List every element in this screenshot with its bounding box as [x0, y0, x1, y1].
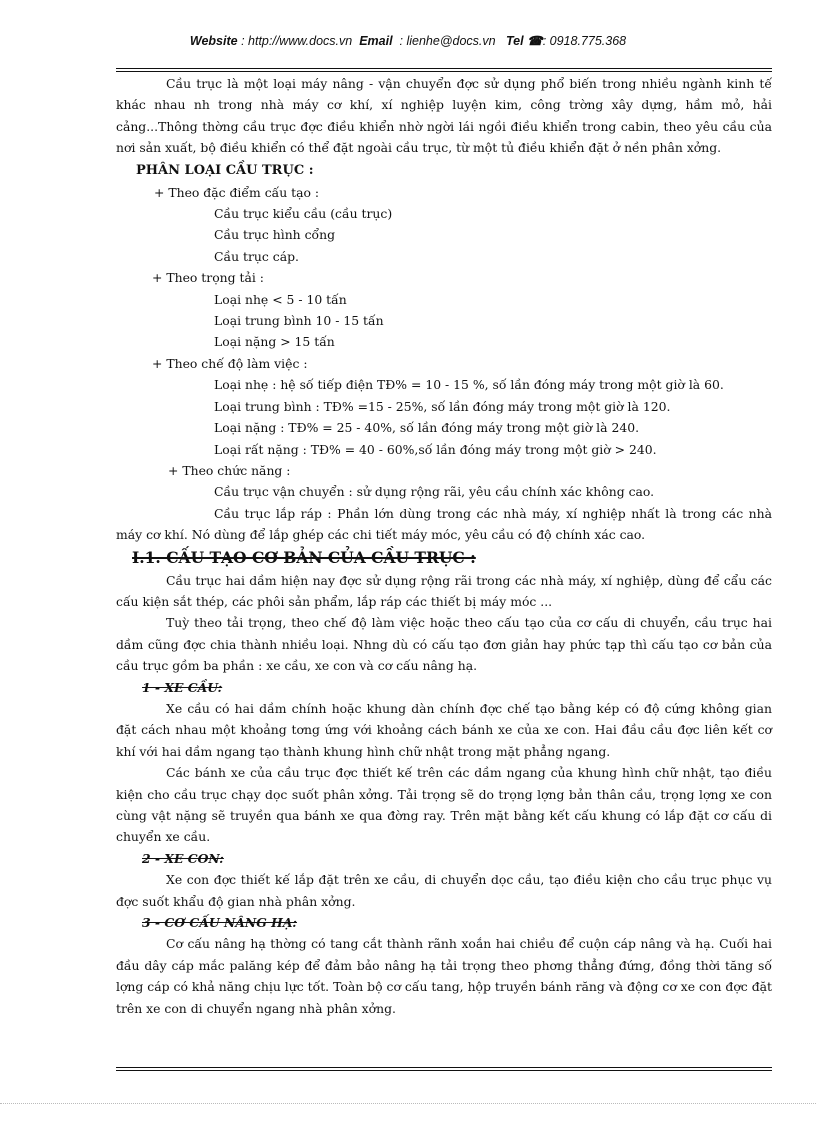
phone-icon: ☎	[527, 34, 543, 48]
group-item: Cầu trục hình cổng	[214, 227, 336, 243]
section-paragraph: Cầu trục hai dầm hiện nay đợc sử dụng rộng rãi trong các nhà máy, xí nghiệp, dùng để cẩu các cấu kiện sắt thép, các phôi sản phẩm, lắp ráp các thiết bị máy móc ...	[116, 572, 772, 609]
tel-number: : 0918.775.368	[542, 34, 627, 48]
email-label: Email	[359, 34, 393, 48]
footer-rule-top	[116, 1067, 772, 1068]
group-item: Cầu trục kiểu cầu (cầu trục)	[214, 206, 393, 222]
group-heading: + Theo đặc điểm cấu tạo :	[154, 184, 320, 200]
group-item: Loại nhẹ < 5 - 10 tấn	[214, 291, 347, 307]
group-item: Loại trung bình : TĐ% =15 - 25%, số lần đóng máy trong một giờ là 120.	[214, 398, 671, 414]
page-header	[0, 33, 816, 48]
group-item: Loại trung bình 10 - 15 tấn	[214, 313, 384, 329]
classification-title: PHÂN LOẠI CẦU TRỤC :	[136, 162, 314, 178]
website-label: Website	[189, 34, 238, 48]
subsection-title-co-cau-nang-ha: 3 - CƠ CẤU NÂNG HẠ:	[142, 915, 298, 931]
group-heading: + Theo trọng tải :	[152, 270, 264, 286]
group-item: Loại nặng > 15 tấn	[214, 334, 335, 350]
footer-rule-bottom	[116, 1070, 772, 1071]
group-item: Cầu trục lắp ráp : Phần lớn dùng trong các nhà máy, xí nghiệp nhất là trong các nhà máy cơ khí. Nó dùng để lắp ghép các chi tiết máy móc, yêu cầu có độ chính xác cao.	[116, 505, 772, 543]
page-edge-dots	[0, 1103, 816, 1104]
subsection-paragraph: Xe cầu có hai dầm chính hoặc khung dàn chính đợc chế tạo bằng kép có độ cứng không gian đặt cách nhau một khoảng tơng ứng với khoảng cách bánh xe của xe con. Hai đầu cầu đợc liên kết cơ khí với hai dầm ngang tạo thành khung hình chữ nhật trong mặt phẳng ngang.	[116, 700, 772, 759]
group-item: Loại nhẹ : hệ số tiếp điện TĐ% = 10 - 15 %, số lần đóng máy trong một giờ là 60.	[214, 377, 724, 393]
group-heading: + Theo chế độ làm việc :	[152, 355, 308, 371]
website-url: : http://www.docs.vn	[241, 34, 353, 48]
group-item: Loại rất nặng : TĐ% = 40 - 60%,số lần đóng máy trong một giờ > 240.	[214, 441, 657, 457]
group-heading: + Theo chức năng :	[168, 462, 291, 478]
subsection-title-xe-con: 2 - XE CON:	[142, 850, 224, 866]
section-title: I.1. CẤU TẠO CƠ BẢN CỦA CẦU TRỤC :	[132, 547, 476, 567]
section-paragraph: Tuỳ theo tải trọng, theo chế độ làm việc hoặc theo cấu tạo của cơ cấu di chuyển, cầu trục hai dầm cũng đợc chia thành nhiều loại. Nhng dù có cấu tạo đơn giản hay phức tạp thì cấu tạo cơ bản của cầu trục gồm ba phần : xe cầu, xe con và cơ cấu nâng hạ.	[116, 615, 772, 674]
tel-label: Tel	[506, 34, 524, 48]
subsection-paragraph: Xe con đợc thiết kế lắp đặt trên xe cầu, di chuyển dọc cầu, tạo điều kiện cho cầu trục phục vụ đợc suốt khẩu độ gian nhà phân xởng.	[116, 872, 772, 909]
group-item: Cầu trục vận chuyển : sử dụng rộng rãi, yêu cầu chính xác không cao.	[214, 484, 655, 500]
subsection-title-xe-cau: 1 - XE CẦU:	[142, 679, 223, 695]
document-body	[116, 73, 772, 1019]
group-item: Cầu trục cáp.	[214, 248, 299, 264]
header-rule-top	[116, 68, 772, 69]
intro-paragraph: Cầu trục là một loại máy nâng - vận chuyển đợc sử dụng phổ biến trong nhiều ngành kinh tế khác nhau nh trong nhà máy cơ khí, xí nghiệp luyện kim, công trờng xây dựng, hầm mỏ, hải cảng...Thông thờng cầu trục đợc điều khiển nhờ ngời lái ngồi điều khiển trong cabin, theo yêu cầu của nơi sản xuất, bộ điều khiển có thể đặt ngoài cầu trục, từ một tủ điều khiển đặt ở nền phân xởng.	[116, 76, 772, 156]
subsection-paragraph: Cơ cấu nâng hạ thờng có tang cắt thành rãnh xoắn hai chiều để cuộn cáp nâng và hạ. Cuối hai đầu dây cáp mắc palăng kép để đảm bảo nâng hạ tải trọng theo phơng thẳng đứng, đồng thời tăng số lợng cáp có khả năng chịu lực tốt. Toàn bộ cơ cấu tang, hộp truyền bánh răng và động cơ xe con đợc đặt trên xe con di chuyển ngang nhà phân xởng.	[116, 936, 772, 1016]
group-item: Loại nặng : TĐ% = 25 - 40%, số lần đóng máy trong một giờ là 240.	[214, 420, 640, 436]
subsection-paragraph: Các bánh xe của cầu trục đợc thiết kế trên các dầm ngang của khung hình chữ nhật, tạo điều kiện cho cầu trục chạy dọc suốt phân xởng. Tải trọng sẽ do trọng lợng bản thân cầu, trọng lợng xe con cùng vật nặng sẽ truyền qua bánh xe qua đờng ray. Trên mặt bằng kết cấu khung có lắp đặt cơ cấu di chuyển xe cầu.	[116, 765, 772, 845]
email-address: : lienhe@docs.vn	[399, 34, 496, 48]
header-rule-bottom	[116, 71, 772, 72]
